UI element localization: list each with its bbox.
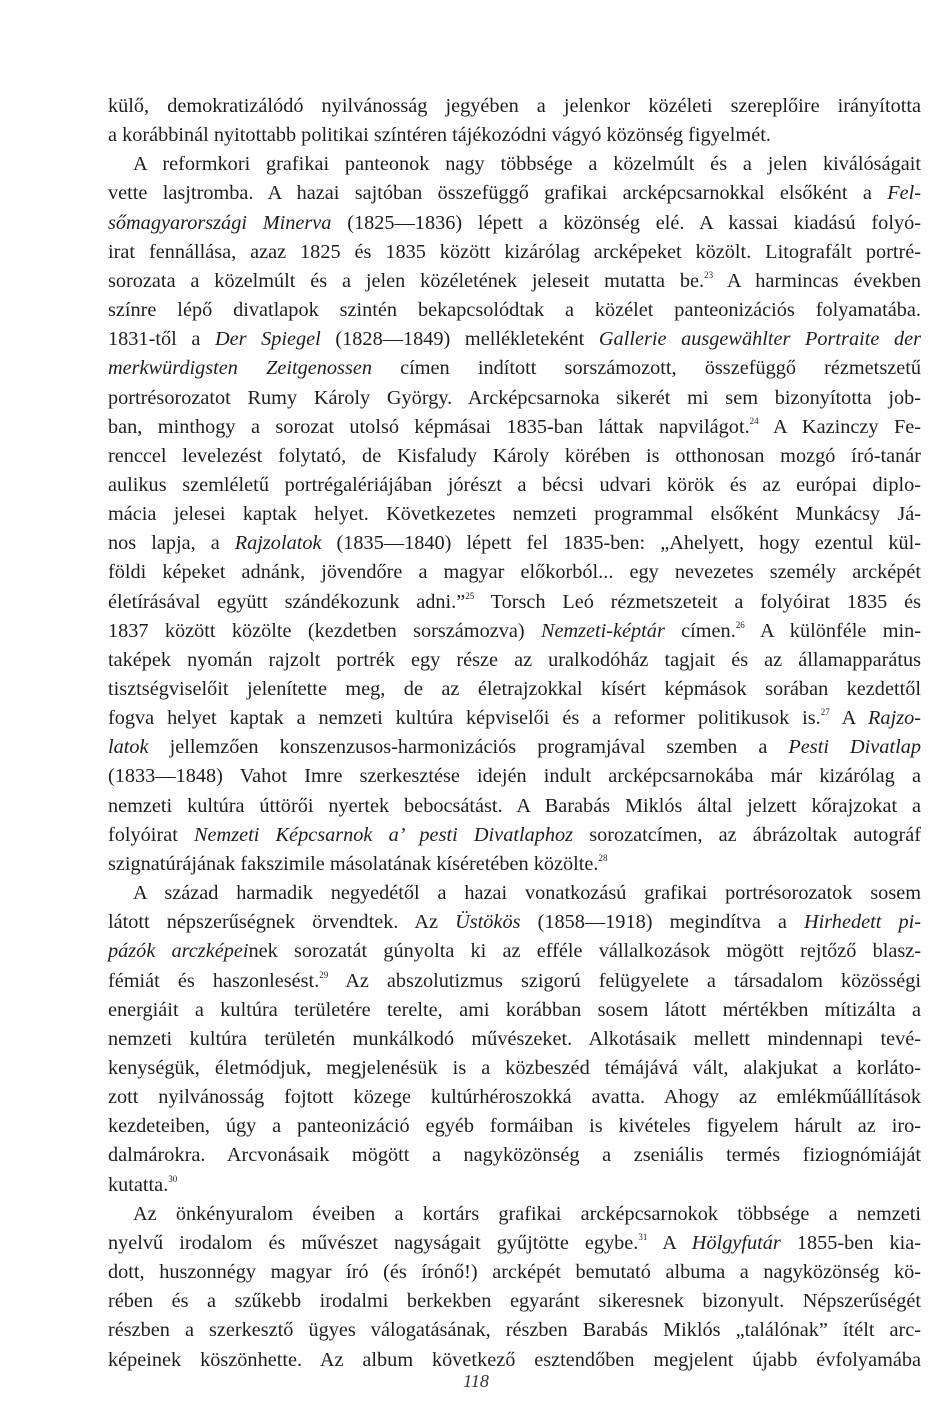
text-segment: nek sorozatát gúnyolta ki az efféle vállalkozások mögött rejtőző blasz- [248, 940, 921, 963]
italic-title: Fel- [887, 182, 921, 205]
text-line [108, 179, 921, 207]
text-line [108, 1112, 921, 1140]
text-line [108, 1025, 921, 1053]
text-segment: zott nyilvánosság fojtott közege kultúrhéroszokká avatta. Ahogy az emlékműállítások [108, 1086, 921, 1109]
text-line [108, 646, 921, 674]
text-line [108, 1346, 921, 1374]
text-segment: aulikus szemléletű portrégalériájában jórészt a bécsi udvari körök és az európai diplo- [108, 473, 921, 496]
text-segment: rében és a szűkebb irodalmi berkekben egyaránt sikeresnek bizonyult. Népszerűségét [108, 1290, 921, 1313]
text-line [108, 471, 921, 499]
text-line [108, 821, 921, 849]
text-segment: vette lasjtromba. A hazai sajtóban összefüggő grafikai arcképcsarnokkal elsőként a [108, 182, 888, 205]
text-line [108, 1171, 921, 1199]
text-line [133, 150, 921, 178]
text-segment: A század harmadik negyedétől a hazai vonatkozású grafikai portrésorozatok sosem [133, 882, 921, 904]
italic-title: merkwürdigsten Zeitgenossen [108, 357, 372, 380]
text-line [108, 1229, 921, 1257]
text-segment: 1837 között közölte (kezdetben sorszámozva) [108, 619, 541, 642]
text-line [108, 792, 921, 820]
text-line [108, 92, 921, 120]
italic-title: Nemzeti-képtár [540, 619, 665, 642]
text-segment: (1858—1918) megindítva a [520, 911, 804, 934]
text-segment: nemzeti kultúra területén munkálkodó művészeket. Alkotásaik mellett mindennapi tevé- [108, 1027, 921, 1050]
text-line [108, 675, 921, 703]
text-line [108, 442, 921, 470]
text-line [108, 733, 921, 761]
text-line [133, 1200, 921, 1228]
text-segment: tisztségviselőit jelenítette meg, de az életrajzokkal kísért képmások sorában kezdettől [108, 678, 921, 700]
text-segment: sorozata a közelmúlt és a jelen közéletének jeleseit mutatta be. [108, 269, 705, 292]
text-segment: Torsch Leó rézmetszeteit a folyóirat 1835 és [474, 590, 921, 613]
italic-title: Gallerie ausgewählter Portraite der [598, 328, 921, 351]
text-line [108, 996, 921, 1024]
text-segment: kezdeteiben, úgy a panteonizáció egyéb formáiban is kivételes figyelem hárult az iro- [108, 1115, 921, 1138]
text-line [108, 558, 921, 586]
text-segment: renccel levelezést folytató, de Kisfaludy Károly körében is otthonosan mozgó író-tanár [108, 444, 921, 467]
text-segment: (1835—1840) lépett fel 1835-ben: „Ahelyett, hogy ezentul kül- [321, 532, 921, 555]
italic-title: Hölgyfutár [691, 1231, 781, 1254]
italic-title: Rajzolatok [234, 532, 322, 555]
text-segment: irat fennállása, azaz 1825 és 1835 között kizárólag arcképeket közölt. Litografált portré- [108, 240, 921, 263]
italic-title: Rajzo- [868, 707, 921, 730]
text-segment: Az abszolutizmus szigorú felügyelete a társadalom közösségi [328, 969, 921, 992]
italic-title: latok [108, 736, 149, 759]
text-segment: (1833—1848) Vahot Imre szerkesztése idején indult arcképcsarnokába már kizárólag a [108, 765, 921, 788]
text-segment: a korábbinál nyitottabb politikai színtéren tájékozódni vágyó közönség figyelmét. [108, 124, 771, 147]
text-segment: címen. [664, 619, 736, 642]
italic-title: pázók arczképei [108, 940, 249, 963]
text-line [108, 588, 921, 616]
text-line [108, 1141, 921, 1169]
footnote-marker: 30 [168, 1173, 178, 1184]
text-line [108, 937, 921, 965]
text-segment: dalmárokra. Arcvonásaik mögött a nagyközönség a zseniális termés fiziognómiáját [108, 1144, 921, 1167]
text-line [108, 500, 921, 528]
text-line [108, 1083, 921, 1111]
text-segment: képeinek köszönhette. Az album következő esztendőben megjelent újabb évfolyamába [108, 1348, 921, 1371]
text-segment: nyelvű irodalom és művészet nagyságait gyűjtötte egybe. [108, 1231, 639, 1254]
text-line [108, 354, 921, 382]
text-line [108, 384, 921, 412]
italic-title: Hirhedett pi- [804, 911, 921, 934]
text-line [108, 1316, 921, 1344]
footnote-marker: 25 [465, 590, 475, 601]
text-line [108, 617, 921, 645]
text-line [133, 879, 921, 907]
text-segment: látott népszerűségnek örvendtek. Az [108, 911, 456, 934]
text-segment: (1825—1836) lépett a közönség elé. A kassai kiadású folyó- [331, 211, 921, 234]
italic-title: Pesti Divatlap [788, 736, 921, 759]
footnote-marker: 24 [749, 415, 759, 426]
text-segment: címen indított sorszámozott, összefüggő rézmetszetű [371, 357, 921, 380]
text-segment: A különféle min- [744, 619, 921, 642]
text-segment: mácia jelesei kaptak helyet. Következetes nemzeti programmal elsőként Munkácsy Já- [108, 503, 921, 526]
page-number: 118 [463, 1371, 489, 1391]
text-line [108, 762, 921, 790]
text-line [108, 908, 921, 936]
text-segment: részben a szerkesztő ügyes válogatásának, részben Barabás Miklós „találónak” ítélt arc- [108, 1319, 921, 1342]
text-segment: dott, huszonnégy magyar író (és írónő!) arcképét bemutató albuma a nagyközönség kö- [108, 1261, 921, 1283]
text-segment: fémiát és haszonlesést. [108, 969, 320, 992]
footnote-marker: 29 [319, 969, 329, 980]
text-segment: A Kazinczy Fe- [758, 415, 921, 438]
text-line [108, 296, 921, 324]
text-segment: (1828—1849) mellékleteként [320, 328, 599, 351]
text-line [108, 529, 921, 557]
text-line [108, 413, 921, 441]
text-segment: földi képeket adnánk, jövendőre a magyar előkorból... egy nevezetes személy arcképét [108, 561, 921, 584]
text-segment: nos lapja, a [108, 532, 235, 555]
text-segment: fogva helyet kaptak a nemzeti kultúra képviselői és a reformer politikusok is. [108, 707, 821, 730]
text-segment: 1855-ben kia- [780, 1231, 921, 1254]
text-line [108, 1258, 921, 1286]
text-line [108, 325, 921, 353]
text-segment: jellemzően konszenzusos-harmonizációs programjával szemben a [148, 736, 789, 759]
text-line [108, 267, 921, 295]
text-segment: taképek nyomán rajzolt portrék egy része az uralkodóház tagjait és az államapparátus [108, 648, 921, 671]
text-segment: A [829, 707, 869, 730]
text-segment: folyóirat [108, 823, 195, 846]
text-segment: energiáit a kultúra területére terelte, ami korábban sosem látott mértékben mítizálta a [108, 998, 921, 1021]
text-segment: sorozatcímen, az ábrázoltak autográf [573, 823, 921, 846]
text-line [108, 1287, 921, 1315]
italic-title: Nemzeti Képcsarnok a’ pesti Divatlaphoz [194, 823, 574, 846]
text-segment: külő, demokratizálódó nyilvánosság jegyében a jelenkor közéleti szereplőire irányította [108, 95, 921, 117]
text-segment: A reformkori grafikai panteonok nagy többsége a közelmúlt és a jelen kiválóságait [133, 153, 921, 176]
footnote-marker: 28 [598, 852, 608, 863]
italic-title: sőmagyarországi Minerva [108, 211, 332, 234]
text-segment: Az önkényuralom éveiben a kortárs grafikai arcképcsarnokok többsége a nemzeti [133, 1202, 921, 1225]
text-line [108, 967, 921, 995]
italic-title: Der Spiegel [214, 328, 321, 351]
text-segment: kutatta. [108, 1173, 169, 1196]
text-line [108, 209, 921, 237]
italic-title: Üstökös [455, 911, 521, 934]
text-line [108, 121, 921, 149]
footnote-marker: 23 [704, 269, 714, 280]
text-segment: A [647, 1231, 692, 1254]
text-segment: ban, minthogy a sorozat utolsó képmásai 1835-ban láttak napvilágot. [108, 415, 750, 438]
text-line [108, 238, 921, 266]
footnote-marker: 27 [820, 707, 830, 718]
text-segment: kenységük, életmódjuk, megjelenésük is a közbeszéd témájává vált, alakjukat a korláto- [108, 1056, 921, 1079]
text-line [108, 704, 921, 732]
text-segment: színre lépő divatlapok szintén bekapcsolódtak a közélet panteonizációs folyamatába. [108, 299, 921, 321]
text-segment: nemzeti kultúra úttörői nyertek bebocsátást. A Barabás Miklós által jelzett kőrajzokat a [108, 794, 921, 817]
text-line [108, 850, 921, 878]
text-segment: portrésorozatot Rumy Károly György. Arcképcsarnoka sikerét mi sem bizonyította job- [108, 386, 921, 409]
text-segment: szignatúrájának fakszimile másolatának kíséretében közölte. [108, 852, 599, 875]
text-line [108, 1054, 921, 1082]
text-segment: 1831-től a [108, 328, 215, 351]
text-segment: életírásával együtt szándékozunk adni.” [108, 590, 466, 613]
footnote-marker: 26 [735, 619, 745, 630]
footnote-marker: 31 [638, 1231, 648, 1242]
text-segment: A harmincas években [713, 269, 922, 292]
